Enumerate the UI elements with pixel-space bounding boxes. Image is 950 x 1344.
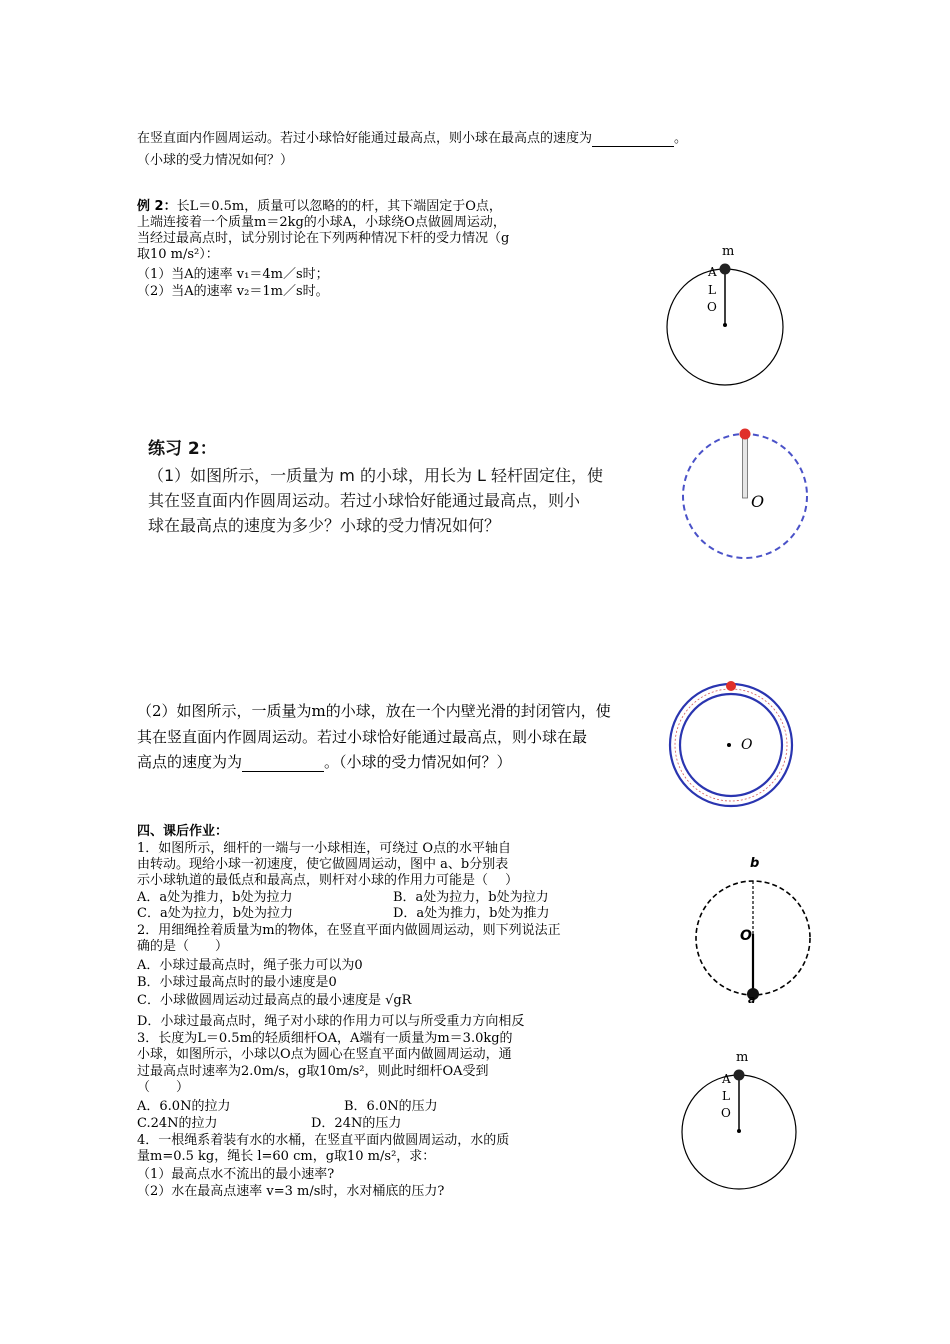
q1-line-3: 示小球轨道的最低点和最高点，则杆对小球的作用力可能是（ ）	[137, 873, 519, 888]
q3-option-d: D．24N的压力	[311, 1116, 402, 1131]
example2-line-3: 当经过最高点时，试分别讨论在下列两种情况下杆的受力情况（g	[137, 231, 510, 246]
point-o-label-2: O	[721, 1106, 731, 1120]
example2-line-1	[137, 199, 502, 215]
center-o-label-2: O	[740, 928, 752, 944]
center-o-label: O	[751, 492, 765, 511]
tube-ring-figure	[667, 676, 797, 810]
q3-line-4: （ ）	[137, 1080, 190, 1095]
example2-line-2: 上端连接着一个质量m＝2kg的小球A，小球绕O点做圆周运动，	[137, 215, 506, 230]
q4-line-2: 量m=0.5 kg，绳长 l=60 cm，g取10 m/s²，求：	[137, 1149, 436, 1164]
q2-line-1: 2．用细绳拴着质量为m的物体，在竖直平面内做圆周运动，则下列说法正	[137, 923, 561, 938]
length-l-label: L	[708, 283, 716, 297]
point-a-label-3: A	[722, 1072, 731, 1086]
answer-blank-2[interactable]	[242, 757, 324, 772]
intro-line-1	[137, 131, 687, 147]
q3-option-c: C.24N的拉力	[137, 1116, 218, 1131]
intro-line-2: （小球的受力情况如何？）	[137, 153, 294, 168]
practice2-block	[148, 437, 668, 538]
rod-circle-figure-2	[679, 1049, 803, 1191]
q2-option-c: C．小球做圆周运动过最高点的最小速度是 √gR	[137, 993, 412, 1008]
practice2b-line-1: （2）如图所示，一质量为m的小球，放在一个内壁光滑的封闭管内，使	[137, 702, 611, 720]
q3-option-b: B．6.0N的压力	[344, 1099, 438, 1114]
q1-line-2: 由转动。现给小球一初速度，使它做圆周运动，图中 a、b分别表	[137, 857, 509, 872]
example2-text-1: 长L＝0.5m，质量可以忽略的的杆，其下端固定于O点，	[176, 199, 502, 214]
practice2b-text-3b: 。（小球的受力情况如何？）	[324, 753, 512, 771]
q1-option-d: D．a处为推力，b处为推力	[393, 906, 550, 921]
example2-item-1: （1）当A的速率 v₁＝4m／s时；	[137, 267, 329, 282]
homework-heading: 四、课后作业：	[137, 824, 229, 839]
example2-item-2: （2）当A的速率 v₂＝1m／s时。	[137, 284, 329, 299]
mass-label-2: m	[736, 1050, 749, 1065]
q3-option-a: A．6.0N的拉力	[137, 1099, 231, 1114]
q1-option-c: C．a处为拉力，b处为拉力	[137, 906, 294, 921]
intro-text: 在竖直面内作圆周运动。若过小球恰好能通过最高点，则小球在最高点的速度为	[137, 131, 593, 146]
intro-end: 。	[674, 131, 688, 146]
q1-option-b: B．a处为拉力，b处为拉力	[393, 890, 549, 905]
practice2-text-1: （1）如图所示，一质量为 m 的小球，用长为 L 轻杆固定住，使	[148, 466, 604, 485]
point-a-label-2: a	[748, 993, 756, 1006]
q2-option-b: B．小球过最高点时的最小速度是0	[137, 975, 337, 990]
mass-label: m	[722, 244, 735, 259]
answer-blank[interactable]	[592, 132, 674, 147]
dashed-circle-figure	[678, 425, 810, 565]
practice2b-text-3a: 高点的速度为为	[137, 753, 243, 771]
dashed-ab-circle-figure	[690, 854, 825, 1004]
q3-line-2: 小球，如图所示，小球以O点为圆心在竖直平面内做圆周运动，通	[137, 1047, 512, 1062]
point-o-label: O	[707, 300, 717, 314]
q4-item-2: （2）水在最高点速率 v=3 m/s时，水对桶底的压力?	[137, 1184, 445, 1199]
q4-item-1: （1）最高点水不流出的最小速率?	[137, 1167, 335, 1182]
length-l-label-2: L	[722, 1089, 730, 1103]
practice2-text-2: 其在竖直面内作圆周运动。若过小球恰好能通过最高点，则小	[148, 491, 581, 510]
point-a-label: A	[708, 265, 717, 279]
rod-circle-figure	[664, 244, 788, 389]
practice2-title: 练习 2：	[148, 439, 217, 459]
q3-line-3: 过最高点时速率为2.0m/s，g取10m/s²，则此时细杆OA受到	[137, 1064, 489, 1079]
q2-line-2: 确的是（ ）	[137, 939, 229, 954]
practice2-text-3: 球在最高点的速度为多少？小球的受力情况如何？	[148, 516, 501, 535]
q1-line-1: 1．如图所示，细杆的一端与一小球相连，可绕过 O点的水平轴自	[137, 841, 512, 856]
q2-option-a: A．小球过最高点时，绳子张力可以为0	[137, 958, 363, 973]
example2-label: 例 2：	[137, 199, 177, 214]
practice2b-line-3	[137, 752, 512, 772]
q2-option-d: D．小球过最高点时，绳子对小球的作用力可以与所受重力方向相反	[137, 1014, 525, 1029]
q1-option-a: A．a处为推力，b处为拉力	[137, 890, 293, 905]
point-b-label: b	[750, 856, 760, 871]
practice2b-line-2: 其在竖直面内作圆周运动。若过小球恰好能通过最高点，则小球在最	[137, 728, 588, 746]
q3-line-1: 3．长度为L＝0.5m的轻质细杆OA，A端有一质量为m＝3.0kg的	[137, 1031, 513, 1046]
example2-line-4: 取10 m/s²）：	[137, 247, 219, 262]
q4-line-1: 4．一根绳系着装有水的水桶，在竖直平面内做圆周运动，水的质	[137, 1133, 510, 1148]
tube-center-o-label: O	[741, 737, 753, 753]
